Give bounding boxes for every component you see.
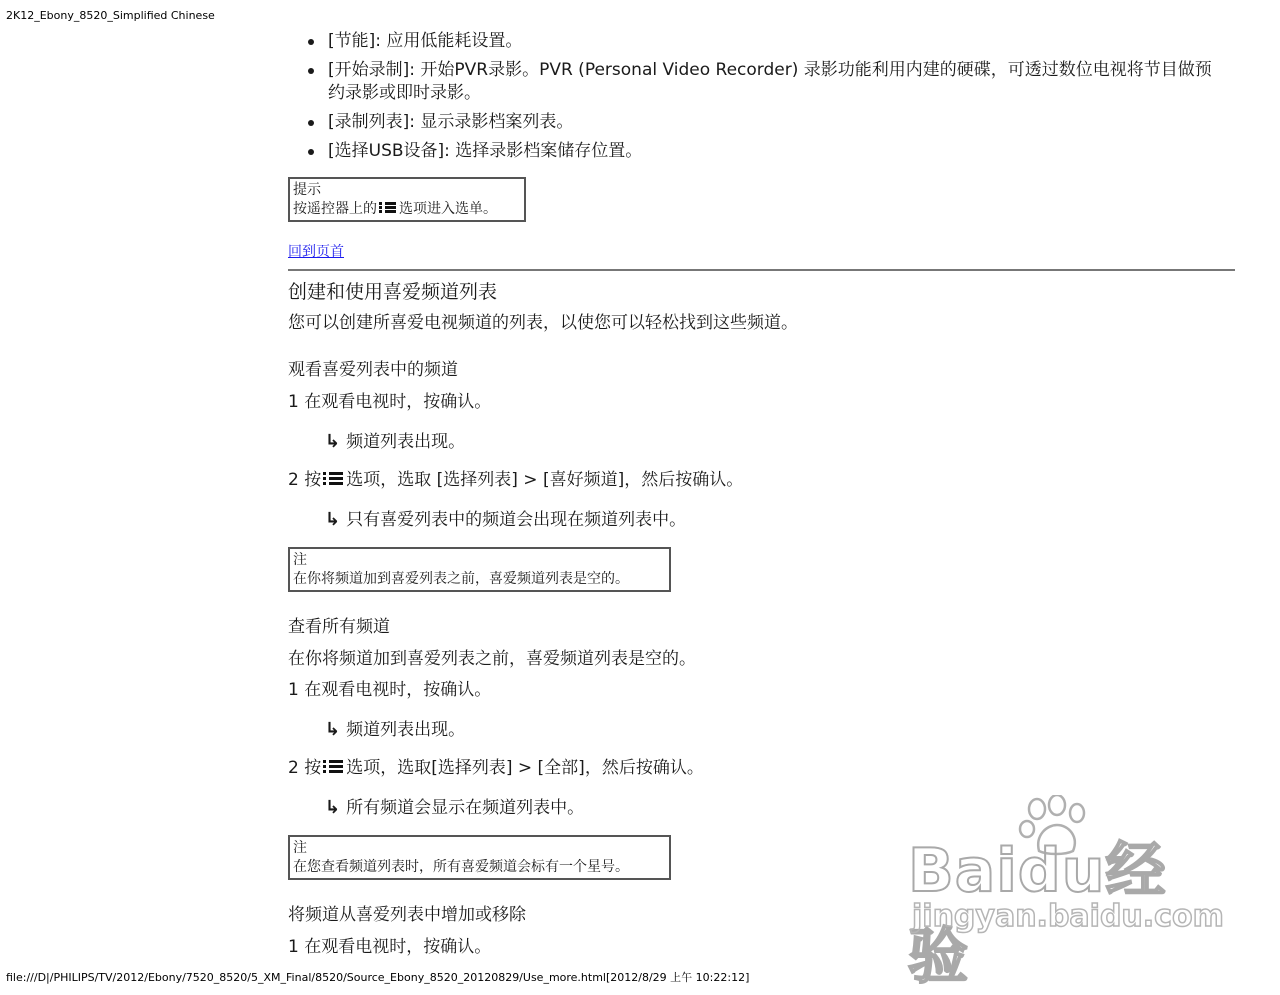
list-item: [开始录制]: 开始PVR录影。PVR (Personal Video Recorder) 录影功能利用内建的硬碟，可透过数位电视将节目做预约录影或即时录影。	[288, 59, 1228, 105]
view-all-result-2	[325, 796, 584, 820]
watch-step-2-before: 2 按	[288, 470, 322, 490]
return-arrow-icon: ↳	[325, 509, 341, 530]
note-box-favorites	[288, 547, 671, 592]
section-divider	[288, 269, 1235, 271]
watch-result-1	[325, 430, 465, 454]
back-to-top-link[interactable]: 回到页首	[288, 244, 344, 260]
add-remove-heading: 将频道从喜爱列表中增加或移除	[288, 905, 526, 925]
watch-favorites-heading: 观看喜爱列表中的频道	[288, 360, 458, 380]
options-menu-icon	[323, 759, 343, 775]
add-remove-step-1: 1 在观看电视时，按确认。	[288, 937, 492, 957]
return-arrow-icon: ↳	[325, 431, 341, 452]
tip-title: 提示	[293, 182, 321, 198]
watermark-main-text: Baidu经验	[908, 836, 1167, 992]
view-all-result-1-text: 频道列表出现。	[346, 720, 466, 740]
tip-text-before: 按遥控器上的	[293, 201, 377, 217]
view-all-step-2	[288, 757, 704, 780]
section-intro: 您可以创建所喜爱电视频道的列表，以使您可以轻松找到这些频道。	[288, 313, 798, 333]
view-all-result-2-text: 所有频道会显示在频道列表中。	[346, 798, 585, 818]
list-item: [录制列表]: 显示录影档案列表。	[288, 111, 1228, 134]
view-all-result-1	[325, 718, 465, 742]
document-header-title: 2K12_Ebony_8520_Simplified Chinese	[6, 9, 215, 22]
list-item: [节能]: 应用低能耗设置。	[288, 30, 1228, 53]
tip-text-after: 选项进入选单。	[399, 201, 497, 217]
watermark-sub-text: jingyan.baidu.com	[912, 899, 1224, 934]
watch-result-1-text: 频道列表出现。	[346, 432, 466, 452]
list-item: [选择USB设备]: 选择录影档案储存位置。	[288, 140, 1228, 163]
watch-result-2	[325, 508, 686, 532]
view-all-intro: 在你将频道加到喜爱列表之前，喜爱频道列表是空的。	[288, 649, 696, 669]
note-box-all-channels	[288, 835, 671, 880]
watch-step-1: 1 在观看电视时，按确认。	[288, 392, 492, 412]
view-all-heading: 查看所有频道	[288, 617, 390, 637]
baidu-jingyan-watermark	[900, 795, 1224, 992]
return-arrow-icon: ↳	[325, 719, 341, 740]
watch-result-2-text: 只有喜爱列表中的频道会出现在频道列表中。	[346, 510, 687, 530]
view-all-step-2-after: 选项，选取[选择列表] > [全部]，然后按确认。	[346, 758, 704, 778]
note-text: 在您查看频道列表时，所有喜爱频道会标有一个星号。	[293, 859, 629, 875]
view-all-step-1: 1 在观看电视时，按确认。	[288, 680, 492, 700]
watch-step-2	[288, 469, 743, 492]
return-arrow-icon: ↳	[325, 797, 341, 818]
watch-step-2-after: 选项，选取 [选择列表] > [喜好频道]，然后按确认。	[346, 470, 744, 490]
document-footer-url: file:///D|/PHILIPS/TV/2012/Ebony/7520_8520/5_XM_Final/8520/Source_Ebony_8520_20120829/Use_more.html[2012/8/29 上午 10:22:12]	[6, 971, 750, 984]
options-menu-icon	[379, 201, 396, 215]
note-text: 在你将频道加到喜爱列表之前，喜爱频道列表是空的。	[293, 571, 629, 587]
option-bullet-list	[288, 30, 1228, 169]
note-title: 注	[293, 552, 307, 568]
section-title: 创建和使用喜爱频道列表	[288, 281, 498, 303]
note-title: 注	[293, 840, 307, 856]
tip-box	[288, 177, 526, 222]
tip-text	[293, 200, 521, 219]
view-all-step-2-before: 2 按	[288, 758, 322, 778]
options-menu-icon	[323, 471, 343, 487]
